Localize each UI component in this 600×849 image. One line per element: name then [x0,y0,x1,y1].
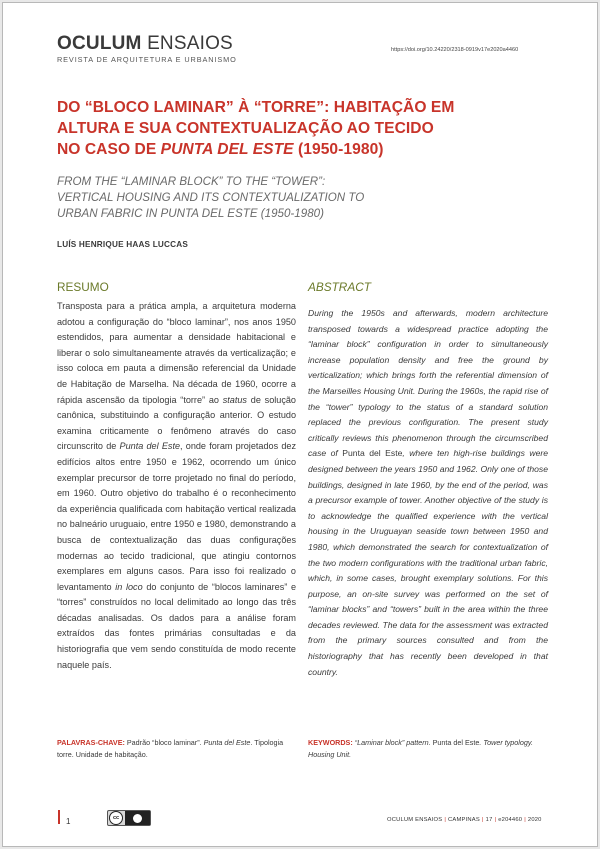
logo-subtitle: REVISTA DE ARQUITETURA E URBANISMO [57,55,237,64]
resumo-body: Transposta para a prática ampla, a arquitetura moderna adotou a configuração do “bloco laminar”, nos anos 1950 estendidos, para aumentar a densidade habitacional e liberar o solo simultaneamente através da verticalização; e isso coloca em pauta a dimensão referencial da Unidade de Habitação de Marselha. Na década de 1960, ocorre a rápida ascensão da tipologia “torre” ao status de solução canônica, substituindo a configuração anterior. O estudo examina criticamente o fenômeno através do caso circunscrito de Punta del Este, onde foram projetados dez edifícios altos entre 1950 e 1962, ocorrendo um único exemplar precursor de torre projetado no final do período, em 1960. Outro objetivo do trabalho é o reconhecimento da experiência qualificada com habitação vertical realizada no balneário uruguaio, entre 1950 e 1980, demonstrando a busca de contextualização das duas configurações modernas ao tecido tradicional, que atingiu contornos exemplares em alguns casos. Para isso foi realizado o levantamento in loco do conjunto de “blocos laminares” e “torres” construídos no local delimitado ao longo das três décadas analisadas. Os dados para a análise foram extraídos das fontes primárias consultadas e da historiografia que vem sendo constituída de modo recente naquele país. [57,301,297,670]
logo-title: OCULUM ENSAIOS [57,33,233,54]
keywords-portuguese: PALAVRAS-CHAVE: Padrão “bloco laminar”. Punta del Este. Tipologia torre. Unidade de habitação. [57,738,284,759]
footer-citation: OCULUM ENSAIOS | CAMPINAS | 17 | e204460 | 2020 [387,817,542,823]
title-english: FROM THE “LAMINAR BLOCK” TO THE “TOWER”: VERTICAL HOUSING AND ITS CONTEXTUALIZATION TO URBAN FABRIC IN PUNTA DEL ESTE (1950-1980) [57,175,365,220]
title-portuguese: DO “BLOCO LAMINAR” À “TORRE”: HABITAÇÃO EM ALTURA E SUA CONTEXTUALIZAÇÃO AO TECIDO NO CASO DE PUNTA DEL ESTE (1950-1980) [57,99,455,158]
paper-page [2,2,598,847]
author-name: LUÍS HENRIQUE HAAS LUCCAS [57,240,189,249]
footer-accent-bar [58,810,60,824]
cc-icon: cc [109,811,123,825]
page-number: 1 [66,817,71,826]
resumo-heading: RESUMO [57,280,109,294]
creative-commons-badge[interactable] [107,810,151,826]
keywords-english: KEYWORDS: “Laminar block” pattern. Punta del Este. Tower typology. Housing Unit. [308,738,533,759]
journal-logo[interactable] [57,34,237,64]
abstract-heading: ABSTRACT [308,280,371,294]
cc-by-icon [125,811,150,825]
doi-link[interactable]: https://doi.org/10.24220/2318-0919v17e2020a4460 [391,47,519,53]
abstract-body: During the 1950s and afterwards, modern architecture transposed towards a widespread practice adopting the “laminar block” configuration in order to simultaneously increase population density and free the ground by verticalization; which brings forth the referential dimension of the Marseilles Housing Unit. During the 1960s, the rapid rise of the “tower” typology to the status of a standard solution replaced the previous configuration. The present study critically reviews this phenomenon through the circumscribed case of Punta del Este, where ten high-rise buildings were designed between the years 1950 and 1962. Only one of those buildings, designed in late 1960, by the end of the period, was a precursor example of tower. Another objective of the study is to acknowledge the qualified experience with the vertical housing in the Uruguayan seaside town between 1950 and 1980, which demonstrated the search for contextualization of the two modern configurations with the traditional urban fabric, which, in some cases, brought exemplary solutions. For this purpose, an on-site survey was performed on the set of “laminar blocks” and “towers” built in the area within the three decades reviewed. The data for the assessment was extracted from the primary sources consulted and from the historiography that has recently been developed in that country. [308,308,548,677]
